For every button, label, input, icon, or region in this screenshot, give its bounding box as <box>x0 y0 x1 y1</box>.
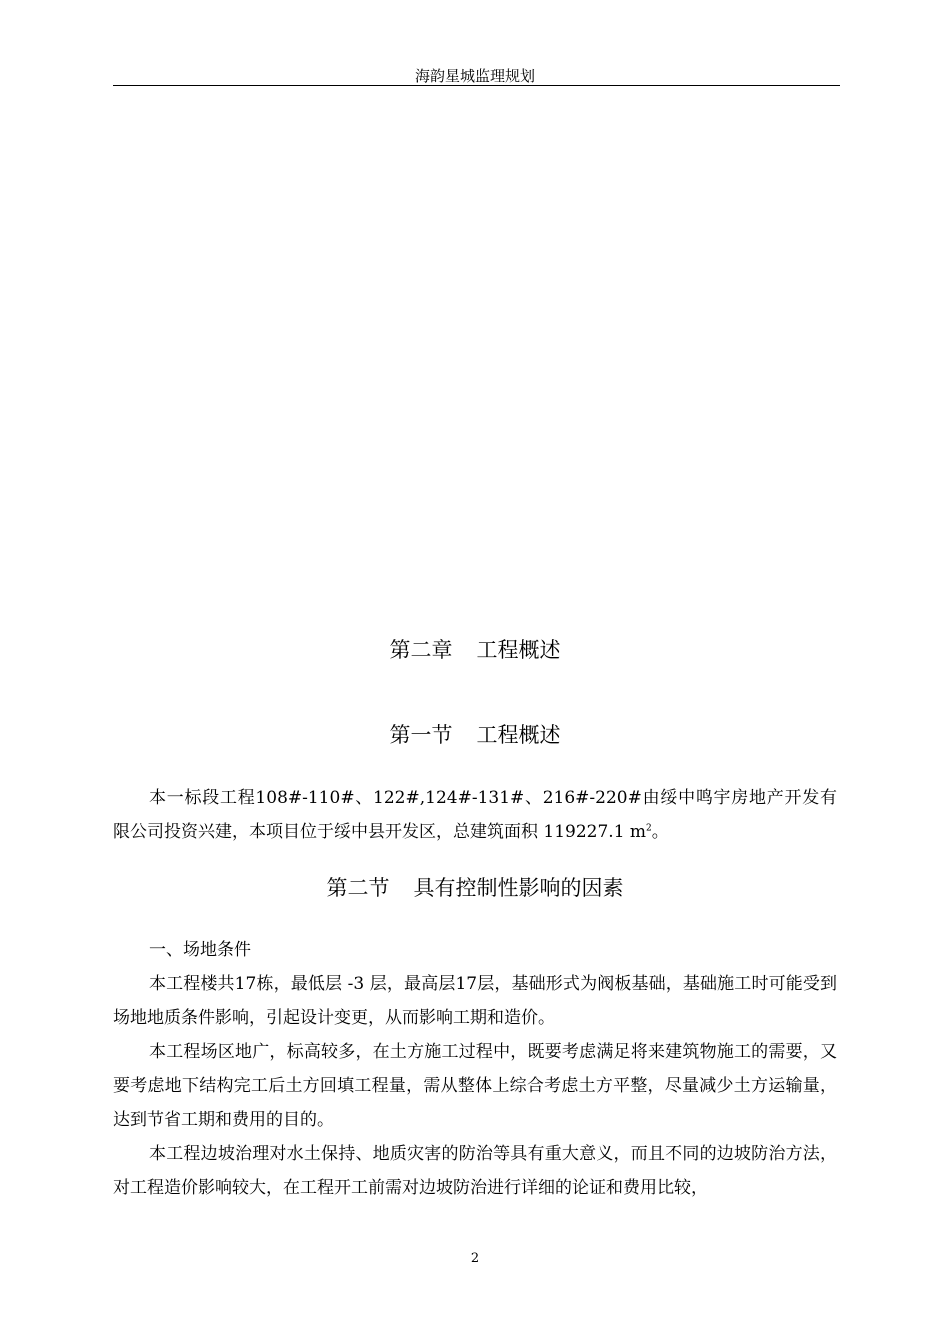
chapter-title: 工程概述 <box>476 638 561 662</box>
section-1-title: 工程概述 <box>476 723 561 747</box>
running-header: 海韵星城监理规划 <box>414 67 535 85</box>
section-1-heading <box>0 721 950 749</box>
chapter-heading <box>0 636 950 664</box>
section-2-heading <box>0 874 950 902</box>
section-2-title: 具有控制性影响的因素 <box>413 876 624 900</box>
paragraph: 本工程边坡治理对水土保持、地质灾害的防治等具有重大意义，而且不同的边坡防治方法，对工程造价影响较大，在工程开工前需对边坡防治进行详细的论证和费用比较， <box>113 1144 837 1198</box>
header-rule <box>113 85 840 86</box>
section-2-number: 第二节 <box>326 876 390 900</box>
section-2-subheading: 一、场地条件 <box>149 940 251 960</box>
page-number: 2 <box>470 1251 480 1266</box>
paragraph: 本工程楼共17栋，最低层 -3 层，最高层17层，基础形式为阀板基础，基础施工时可能受到场地地质条件影响，引起设计变更，从而影响工期和造价。 <box>113 974 837 1028</box>
section-1-number: 第一节 <box>389 723 453 747</box>
chapter-number: 第二章 <box>389 638 453 662</box>
superscript: 2 <box>646 823 652 834</box>
paragraph: 本工程场区地广，标高较多，在土方施工过程中，既要考虑满足将来建筑物施工的需要，又要考虑地下结构完工后土方回填工程量，需从整体上综合考虑土方平整，尽量减少土方运输量，达到节省工期和费用的目的。 <box>113 1042 837 1130</box>
section-1-paragraph: 本一标段工程108#-110#、122#,124#-131#、216#-220#由绥中鸣宇房地产开发有限公司投资兴建，本项目位于绥中县开发区，总建筑面积 119227.1 $m^2$。 <box>113 788 837 842</box>
